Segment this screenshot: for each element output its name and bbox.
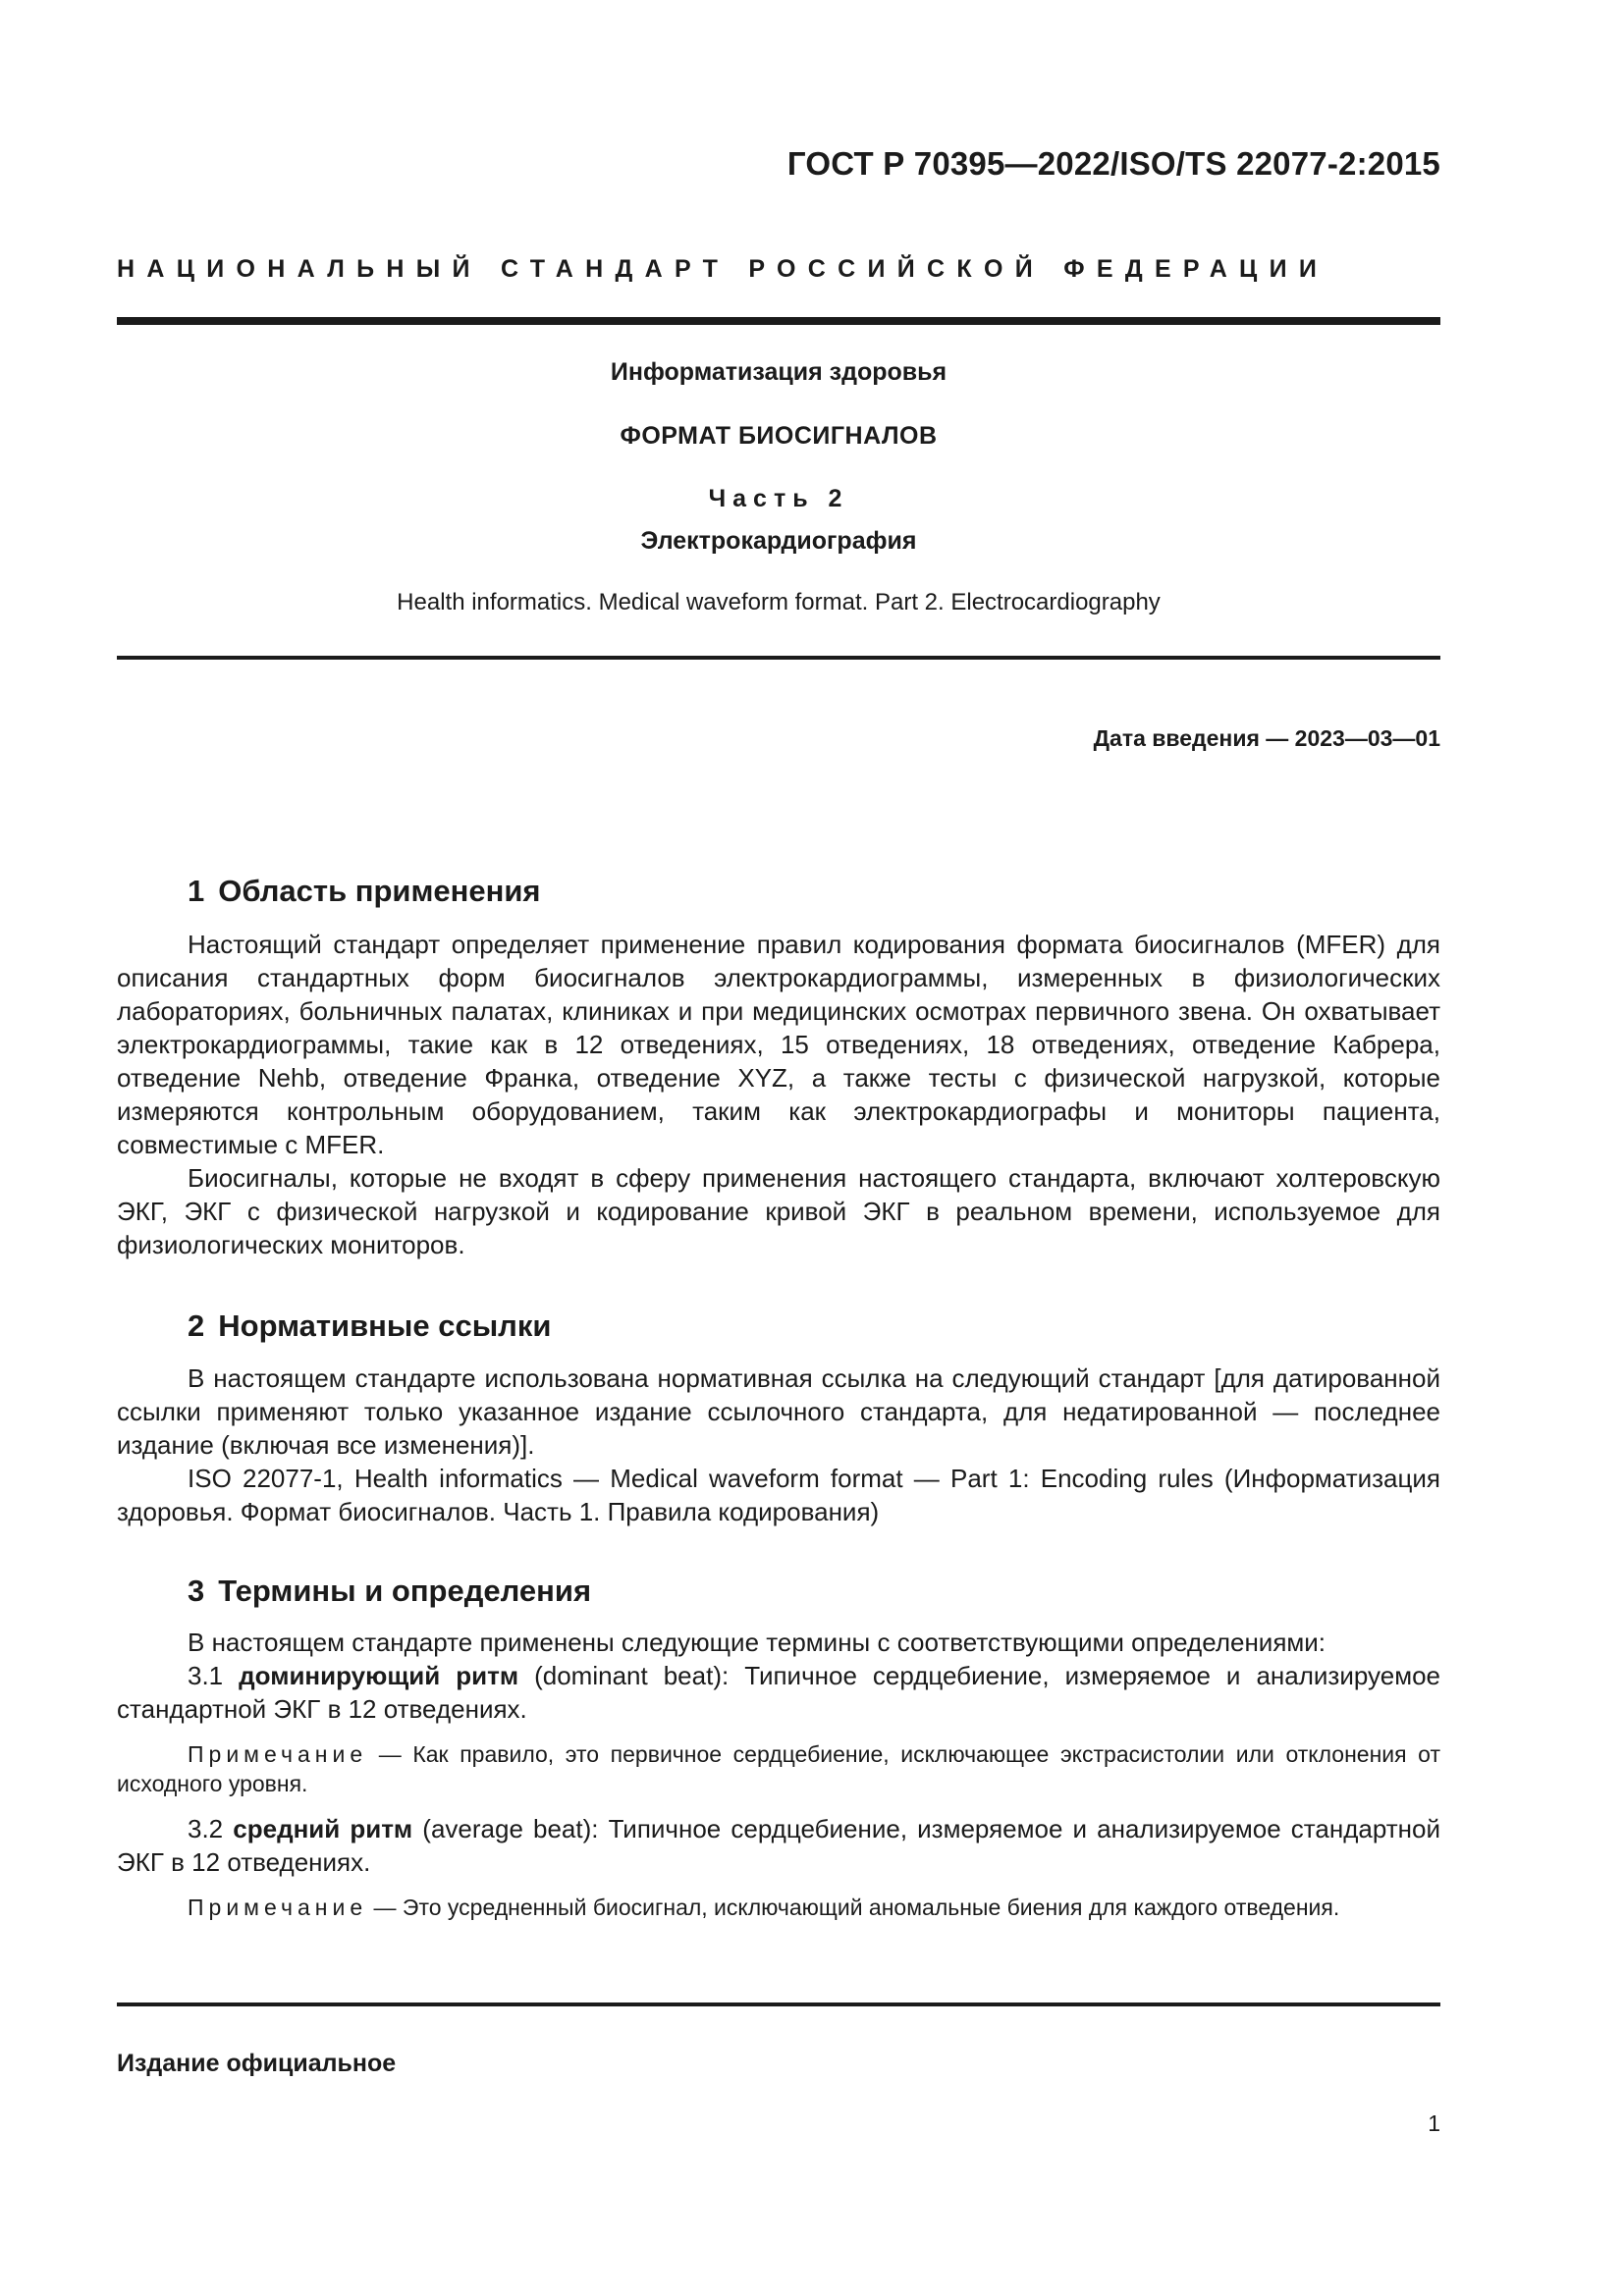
section-2-body xyxy=(117,1362,1440,1528)
note xyxy=(117,1893,1440,1922)
section-2-heading xyxy=(188,1308,551,1344)
term-definition xyxy=(117,1812,1440,1879)
title-rule xyxy=(117,656,1440,660)
term-number: 3.2 xyxy=(188,1814,224,1843)
term-number: 3.1 xyxy=(188,1661,224,1690)
section-number: 1 xyxy=(188,874,205,908)
term-text: (average beat): Типичное сердцебиение, измеряемое и анализируемое стандартной ЭКГ в 12 отведениях. xyxy=(117,1814,1440,1877)
section-1-heading xyxy=(188,874,541,909)
paragraph: Настоящий стандарт определяет применение правил кодирования формата биосигналов (MFER) для описания стандартных форм биосигналов электрокардиограммы, измеренных в физиологических лабораториях, больничных палатах, клиниках и при медицинских осмотрах первичного звена. Он охватывает электрокардиограммы, такие как в 12 отведениях, 15 отведениях, 18 отведениях, отведение Кабрера, отведение Nehb, отведение Франка, отведение XYZ, а также тесты с физической нагрузкой, которые измеряются контрольным оборудованием, таким как электрокардиографы и мониторы пациента, совместимые с MFER. xyxy=(117,930,1440,1159)
section-number: 3 xyxy=(188,1574,205,1608)
section-title: Нормативные ссылки xyxy=(218,1308,552,1343)
section-title: Область применения xyxy=(218,874,541,908)
title-part: Часть 2 xyxy=(708,485,849,512)
term-name: доминирующий ритм xyxy=(239,1661,519,1690)
section-3-heading xyxy=(188,1574,591,1609)
section-number: 2 xyxy=(188,1308,205,1343)
page-number: 1 xyxy=(1428,2110,1440,2136)
term-text: (dominant beat): Типичное сердцебиение, измеряемое и анализируемое стандартной ЭКГ в 12 отведениях. xyxy=(117,1661,1440,1724)
note xyxy=(117,1739,1440,1798)
paragraph: В настоящем стандарте применены следующие термины с соответствующими определениями: xyxy=(188,1628,1326,1657)
standard-code: ГОСТ Р 70395—2022/ISO/TS 22077-2:2015 xyxy=(786,145,1440,182)
national-standard-heading: НАЦИОНАЛЬНЫЙ СТАНДАРТ РОССИЙСКОЙ ФЕДЕРАЦИИ xyxy=(117,255,1329,283)
title-english: Health informatics. Medical waveform format. Part 2. Electrocardiography xyxy=(397,589,1161,615)
note-label: Примечание xyxy=(188,1741,368,1767)
introduction-date: Дата введения — 2023—03—01 xyxy=(1093,725,1440,751)
paragraph: В настоящем стандарте использована нормативная ссылка на следующий стандарт [для датированной ссылки применяют только указанное издание ссылочного стандарта, для недатированной — последнее издание (включая все изменения)]. xyxy=(117,1363,1440,1460)
term-definition xyxy=(117,1659,1440,1726)
note-text: — Это усредненный биосигнал, исключающий аномальные биения для каждого отведения. xyxy=(373,1895,1340,1920)
note-text: — Как правило, это первичное сердцебиение, исключающее экстрасистолии или отклонения от исходного уровня. xyxy=(117,1741,1440,1796)
paragraph: ISO 22077-1, Health informatics — Medical waveform format — Part 1: Encoding rules (Информатизация здоровья. Формат биосигналов. Часть 1. Правила кодирования) xyxy=(117,1464,1440,1526)
section-title: Термины и определения xyxy=(218,1574,592,1608)
title-subtitle: Электрокардиография xyxy=(640,527,917,555)
title-main: ФОРМАТ БИОСИГНАЛОВ xyxy=(620,422,938,450)
footer-rule xyxy=(117,2002,1440,2006)
header-rule xyxy=(117,317,1440,325)
title-field: Информатизация здоровья xyxy=(610,358,947,386)
section-3-body xyxy=(117,1626,1440,1936)
section-1-body xyxy=(117,928,1440,1261)
note-label: Примечание xyxy=(188,1895,368,1920)
official-edition-label: Издание официальное xyxy=(117,2050,397,2077)
term-name: средний ритм xyxy=(233,1814,413,1843)
paragraph: Биосигналы, которые не входят в сферу применения настоящего стандарта, включают холтеровскую ЭКГ, ЭКГ с физической нагрузкой и кодирование кривой ЭКГ в реальном времени, используемое для физиологических мониторов. xyxy=(117,1163,1440,1259)
